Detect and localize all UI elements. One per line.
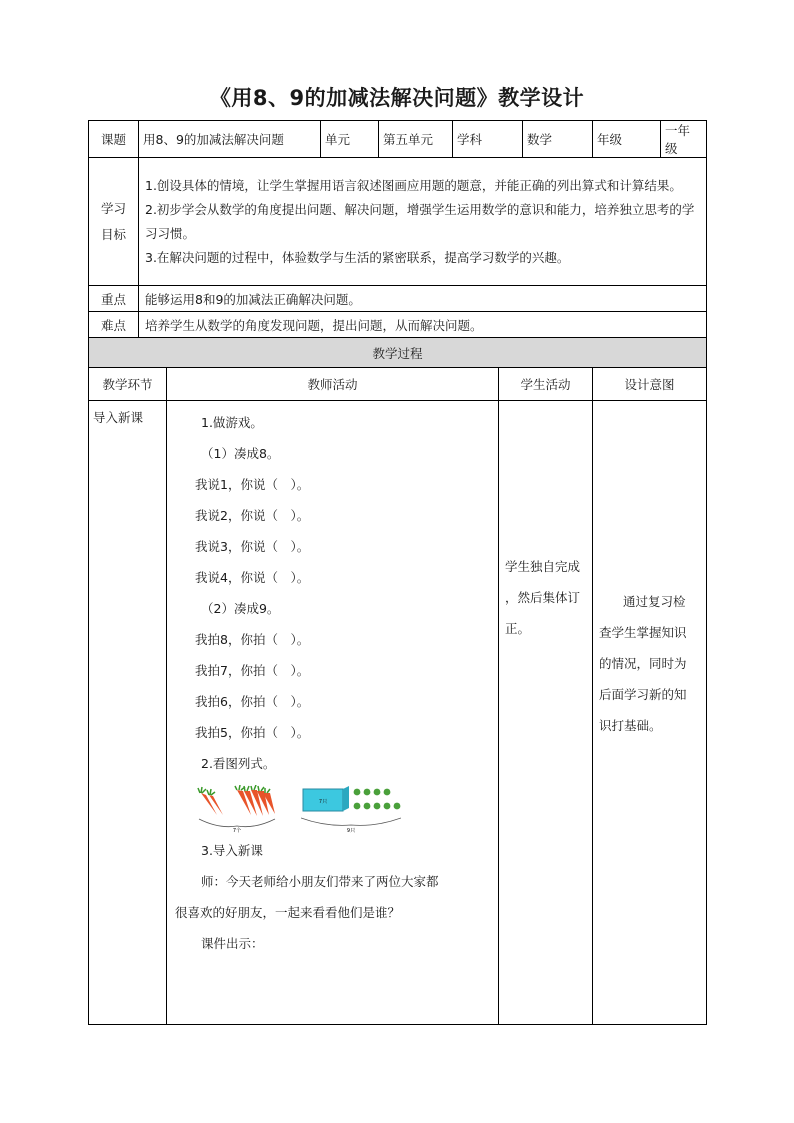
frogs-count-label: 9只 bbox=[346, 828, 356, 833]
sub2-line: 我拍5，你拍（ ）。 bbox=[195, 725, 310, 740]
picture-exercises bbox=[175, 785, 492, 833]
student-line: 学生独自完成 bbox=[505, 559, 581, 574]
difficulty-label: 难点 bbox=[89, 312, 139, 338]
topic-value: 用8、9的加减法解决问题 bbox=[139, 121, 321, 158]
column-header-row bbox=[89, 368, 707, 401]
carrots-count-label: 7个 bbox=[232, 828, 242, 833]
design-line: 后面学习新的知 bbox=[599, 687, 687, 702]
design-line: 识打基础。 bbox=[599, 718, 662, 733]
grade-value: 一年级 bbox=[661, 121, 707, 158]
design-line: 查学生掌握知识 bbox=[599, 625, 687, 640]
frog-icon bbox=[354, 789, 361, 796]
goals-text bbox=[139, 158, 707, 286]
brace-line bbox=[301, 818, 401, 825]
topic-label: 课题 bbox=[89, 121, 139, 158]
goals-label bbox=[89, 158, 139, 286]
unit-value: 第五单元 bbox=[379, 121, 453, 158]
frog-icon bbox=[364, 803, 371, 810]
game-heading: 1.做游戏。 bbox=[201, 415, 263, 430]
sub1-heading: （1）凑成8。 bbox=[201, 446, 280, 461]
student-line: 正。 bbox=[505, 621, 531, 636]
teacher-cell bbox=[167, 401, 499, 1025]
sub2-line: 我拍8，你拍（ ）。 bbox=[195, 632, 310, 647]
carrot-icon bbox=[235, 785, 251, 815]
frog-icon bbox=[384, 803, 391, 810]
goals-label-line-2: 目标 bbox=[100, 226, 126, 242]
unit-label: 单元 bbox=[321, 121, 379, 158]
stage-cell: 导入新课 bbox=[89, 401, 167, 1025]
difficulty-text: 培养学生从数学的角度发现问题，提出问题，从而解决问题。 bbox=[139, 312, 707, 338]
frogs-picture bbox=[301, 785, 401, 833]
box-side bbox=[343, 786, 349, 811]
frog-icon bbox=[374, 789, 381, 796]
lesson-row bbox=[89, 401, 707, 1025]
teacher-line: 很喜欢的好朋友，一起来看看他们是谁？ bbox=[175, 905, 401, 920]
look-heading: 2.看图列式。 bbox=[201, 756, 276, 771]
difficulty-row bbox=[89, 312, 707, 338]
student-cell bbox=[499, 401, 593, 1025]
goals-row bbox=[89, 158, 707, 286]
key-point-label: 重点 bbox=[89, 286, 139, 312]
intro-heading: 3.导入新课 bbox=[201, 843, 263, 858]
goal-item: 3.在解决问题的过程中，体验数学与生活的紧密联系，提高学习数学的兴趣。 bbox=[145, 249, 570, 265]
design-cell bbox=[593, 401, 707, 1025]
sub1-line: 我说1，你说（ ）。 bbox=[195, 477, 310, 492]
box-count-label: 7只 bbox=[318, 799, 328, 805]
grade-label: 年级 bbox=[593, 121, 661, 158]
key-point-row bbox=[89, 286, 707, 312]
process-header: 教学过程 bbox=[89, 338, 707, 368]
courseware-line: 课件出示： bbox=[201, 936, 264, 951]
sub2-heading: （2）凑成9。 bbox=[201, 601, 280, 616]
process-header-row bbox=[89, 338, 707, 368]
frog-icon bbox=[364, 789, 371, 796]
goals-label-line-1: 学习 bbox=[100, 200, 126, 216]
sub1-line: 我说4，你说（ ）。 bbox=[195, 570, 310, 585]
frog-icon bbox=[374, 803, 381, 810]
document-title: 《用8、9的加减法解决问题》教学设计 bbox=[209, 86, 585, 110]
student-line: ，然后集体订 bbox=[505, 590, 581, 605]
design-line: 通过复习检 bbox=[623, 594, 686, 609]
col-design: 设计意图 bbox=[593, 368, 707, 401]
col-stage: 教学环节 bbox=[89, 368, 167, 401]
design-line: 的情况，同时为 bbox=[599, 656, 687, 671]
goal-item: 2.初步学会从数学的角度提出问题、解决问题，增强学生运用数学的意识和能力，培养独立思考的学习习惯。 bbox=[145, 201, 695, 241]
sub1-line: 我说2，你说（ ）。 bbox=[195, 508, 310, 523]
frog-icon bbox=[394, 803, 401, 810]
lesson-plan-table bbox=[88, 120, 707, 1025]
sub2-line: 我拍6，你拍（ ）。 bbox=[195, 694, 310, 709]
subject-label: 学科 bbox=[453, 121, 523, 158]
frog-icon bbox=[354, 803, 361, 810]
brace-line bbox=[199, 819, 275, 827]
col-student: 学生活动 bbox=[499, 368, 593, 401]
frog-icon bbox=[384, 789, 391, 796]
sub1-line: 我说3，你说（ ）。 bbox=[195, 539, 310, 554]
carrots-picture bbox=[197, 785, 277, 833]
info-row bbox=[89, 121, 707, 158]
sub2-line: 我拍7，你拍（ ）。 bbox=[195, 663, 310, 678]
col-teacher: 教师活动 bbox=[167, 368, 499, 401]
key-point-text: 能够运用8和9的加减法正确解决问题。 bbox=[139, 286, 707, 312]
teacher-line: 师：今天老师给小朋友们带来了两位大家都 bbox=[201, 874, 439, 889]
goal-item: 1.创设具体的情境，让学生掌握用语言叙述图画应用题的题意，并能正确的列出算式和计算结果。 bbox=[145, 177, 682, 193]
subject-value: 数学 bbox=[523, 121, 593, 158]
